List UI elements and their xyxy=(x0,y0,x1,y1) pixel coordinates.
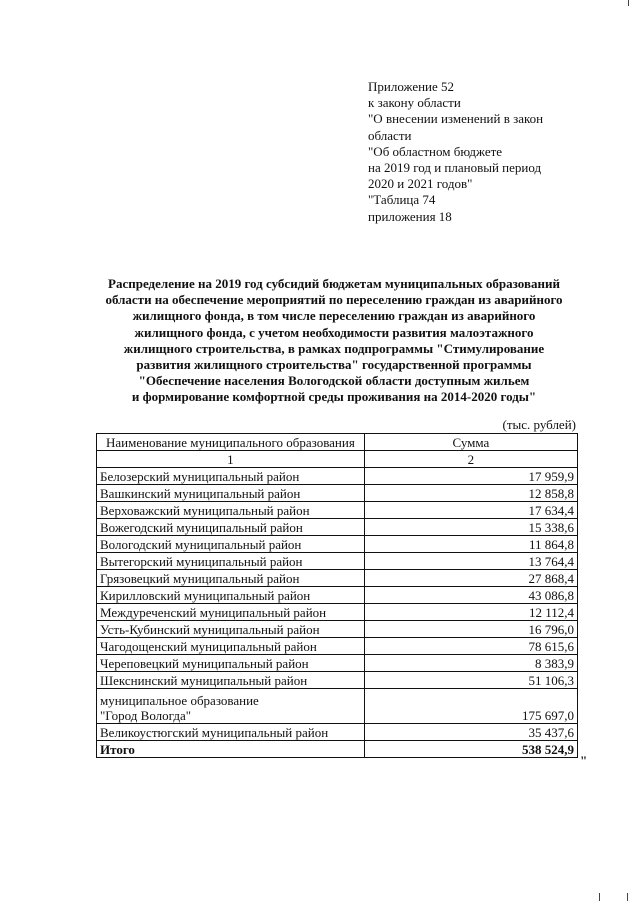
district-amount: 11 864,8 xyxy=(364,536,577,553)
table-row xyxy=(97,468,578,485)
appendix-line: "Об областном бюджете xyxy=(368,143,503,159)
table-row xyxy=(97,672,578,689)
district-name: Чагодощенский муниципальный район xyxy=(97,638,365,655)
total-label: Итого xyxy=(97,741,365,758)
table-row xyxy=(97,570,578,587)
district-name: Усть-Кубинский муниципальный район xyxy=(97,621,365,638)
district-amount: 51 106,3 xyxy=(364,672,577,689)
district-name: Шекснинский муниципальный район xyxy=(97,672,365,689)
district-name: Вашкинский муниципальный район xyxy=(97,485,365,502)
district-amount: 15 338,6 xyxy=(364,519,577,536)
table-row xyxy=(97,689,578,724)
table-row xyxy=(97,604,578,621)
district-amount: 13 764,4 xyxy=(364,553,577,570)
appendix-line: к закону области xyxy=(368,95,461,111)
district-name: Междуреченский муниципальный район xyxy=(97,604,365,621)
appendix-line: 2020 и 2021 годов" xyxy=(368,176,473,192)
district-name: Великоустюгский муниципальный район xyxy=(97,724,365,741)
appendix-line: области xyxy=(368,127,412,143)
district-name: Кирилловский муниципальный район xyxy=(97,587,365,604)
column-number: 2 xyxy=(364,451,577,468)
table-row xyxy=(97,638,578,655)
district-amount: 8 383,9 xyxy=(364,655,577,672)
scan-mark xyxy=(628,0,629,6)
table-row xyxy=(97,519,578,536)
table-row xyxy=(97,724,578,741)
district-amount: 17 634,4 xyxy=(364,502,577,519)
district-amount: 16 796,0 xyxy=(364,621,577,638)
scan-mark xyxy=(599,893,600,901)
subsidy-table xyxy=(96,433,578,758)
table-header-row xyxy=(97,434,578,451)
document-title xyxy=(84,276,584,406)
title-line: "Обеспечение населения Вологодской области доступным жильем xyxy=(138,373,530,389)
district-name-line: муниципальное образование xyxy=(100,693,259,708)
table-row xyxy=(97,502,578,519)
closing-quote: " xyxy=(580,753,588,768)
district-name: Верховажский муниципальный район xyxy=(97,502,365,519)
title-line: жилищного фонда, с учетом необходимости развития малоэтажного xyxy=(134,324,534,340)
district-name-line: "Город Вологда" xyxy=(100,708,192,723)
district-amount: 43 086,8 xyxy=(364,587,577,604)
title-line: и формирование комфортной среды проживания на 2014-2020 годы" xyxy=(131,389,537,405)
column-number: 1 xyxy=(97,451,365,468)
table-row xyxy=(97,655,578,672)
appendix-header xyxy=(368,79,608,225)
district-name: Вологодский муниципальный район xyxy=(97,536,365,553)
total-amount: 538 524,9 xyxy=(364,741,577,758)
title-line: жилищного строительства, в рамках подпрограммы "Стимулирование xyxy=(123,340,545,356)
table-row xyxy=(97,485,578,502)
district-name: Вожегодский муниципальный район xyxy=(97,519,365,536)
title-line: области на обеспечение мероприятий по переселению граждан из аварийного xyxy=(105,292,563,308)
district-name: Вытегорский муниципальный район xyxy=(97,553,365,570)
appendix-line: "Таблица 74 xyxy=(368,192,436,208)
district-name: Белозерский муниципальный район xyxy=(97,468,365,485)
table-row xyxy=(97,621,578,638)
table-row xyxy=(97,587,578,604)
total-row xyxy=(97,741,578,758)
appendix-line: Приложение 52 xyxy=(368,79,455,94)
column-header-name: Наименование муниципального образования xyxy=(97,434,365,451)
table-row xyxy=(97,536,578,553)
appendix-line: приложения 18 xyxy=(368,208,452,224)
district-amount: 35 437,6 xyxy=(364,724,577,741)
scan-mark xyxy=(627,893,628,901)
column-header-amount: Сумма xyxy=(364,434,577,451)
district-name: Грязовецкий муниципальный район xyxy=(97,570,365,587)
district-name: Череповецкий муниципальный район xyxy=(97,655,365,672)
title-line: развития жилищного строительства" государственной программы xyxy=(136,357,532,373)
district-amount: 17 959,9 xyxy=(364,468,577,485)
units-label: (тыс. рублей) xyxy=(502,417,576,432)
title-line: жилищного фонда, в том числе переселению граждан из аварийного xyxy=(132,308,536,324)
title-line: Распределение на 2019 год субсидий бюджетам муниципальных образований xyxy=(108,276,560,291)
table-row xyxy=(97,553,578,570)
column-number-row xyxy=(97,451,578,468)
district-amount: 12 858,8 xyxy=(364,485,577,502)
district-amount: 175 697,0 xyxy=(364,689,577,724)
district-amount: 27 868,4 xyxy=(364,570,577,587)
appendix-line: "О внесении изменений в закон xyxy=(368,111,544,127)
district-amount: 78 615,6 xyxy=(364,638,577,655)
district-name xyxy=(97,689,365,724)
district-amount: 12 112,4 xyxy=(364,604,577,621)
appendix-line: на 2019 год и плановый период xyxy=(368,160,542,176)
